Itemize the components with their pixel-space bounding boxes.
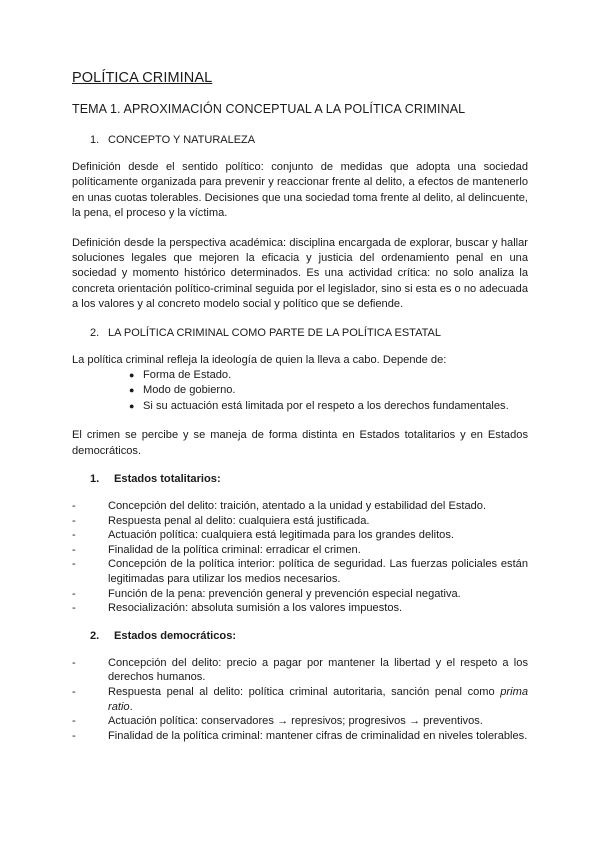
paragraph-comparison: El crimen se percibe y se maneja de forma distinta en Estados totalitarios y en Estados democráticos. <box>72 429 528 457</box>
list-item: - Concepción del delito: precio a pagar por mantener la libertad y el respeto a los derechos humanos. <box>72 656 528 684</box>
section-title: LA POLÍTICA CRIMINAL COMO PARTE DE LA POLÍTICA ESTATAL <box>108 326 441 339</box>
list-item: - Concepción de la política interior: política de seguridad. Las fuerzas policiales están legitimadas para utilizar los medios necesarios. <box>72 558 528 586</box>
list-item: - Actuación política: cualquiera está legitimada para los grandes delitos. <box>72 529 454 542</box>
section-heading-1 <box>90 134 528 146</box>
list-item: ● Si su actuación está limitada por el respeto a los derechos fundamentales. <box>72 399 528 414</box>
list-item: - Respuesta penal al delito: política criminal autoritaria, sanción penal como prima ratio. <box>72 686 528 713</box>
list-item: ● Modo de gobierno. <box>72 383 528 398</box>
paragraph-academic-definition: Definición desde la perspectiva académica: disciplina encargada de explorar, buscar y hallar soluciones legales que mejoren la eficacia y justicia del ordenamiento penal en una sociedad y momento histórico determinados. Es una actividad crítica: no solo analiza la concreta orientación político-criminal seguida por el legislador, sino si esta es o no adecuada a los valores y al concreto modelo social y político que se defiende. <box>72 236 528 311</box>
bullet-icon: ● <box>129 400 135 411</box>
section-number: 2. <box>90 326 100 339</box>
paragraph-intro: La política criminal refleja la ideología de quien la lleva a cabo. Depende de: <box>72 353 447 366</box>
subheading-democratic: 2. Estados democráticos: <box>90 629 237 642</box>
dash-list-democratic <box>72 656 528 744</box>
document-title: POLÍTICA CRIMINAL <box>72 70 213 86</box>
paragraph-political-definition: Definición desde el sentido político: conjunto de medidas que adopta una sociedad políticamente organizada para prevenir y reaccionar frente al delito, a efectos de mantenerlo en unas cuotas tolerables. Decisiones que una sociedad toma frente al delito, al delincuente, la pena, el proceso y la víctima. <box>72 161 528 220</box>
dash-list-totalitarian <box>72 499 528 616</box>
section-title: CONCEPTO Y NATURALEZA <box>108 134 256 146</box>
list-item: - Finalidad de la política criminal: mantener cifras de criminalidad en niveles tolerables. <box>72 729 528 742</box>
list-item: - Finalidad de la política criminal: erradicar el crimen. <box>72 543 361 556</box>
list-item: - Respuesta penal al delito: cualquiera está justificada. <box>72 514 370 527</box>
list-item: - Concepción del delito: traición, atentado a la unidad y estabilidad del Estado. <box>72 500 487 513</box>
section-number: 1. <box>90 134 100 146</box>
bullet-icon: ● <box>129 385 135 396</box>
list-item: ● Forma de Estado. <box>72 368 528 383</box>
topic-heading: TEMA 1. APROXIMACIÓN CONCEPTUAL A LA POLÍTICA CRIMINAL <box>72 102 466 116</box>
list-item: - Actuación política: conservadores → represivos; progresivos → preventivos. <box>72 715 483 728</box>
section-heading-2 <box>90 327 528 339</box>
subheading-totalitarian: 1. Estados totalitarios: <box>90 473 221 486</box>
list-item: - Resocialización: absoluta sumisión a los valores impuestos. <box>72 602 403 615</box>
bullet-icon: ● <box>129 370 135 381</box>
list-item: - Función de la pena: prevención general y prevención especial negativa. <box>72 587 461 600</box>
bullet-list <box>72 368 528 414</box>
